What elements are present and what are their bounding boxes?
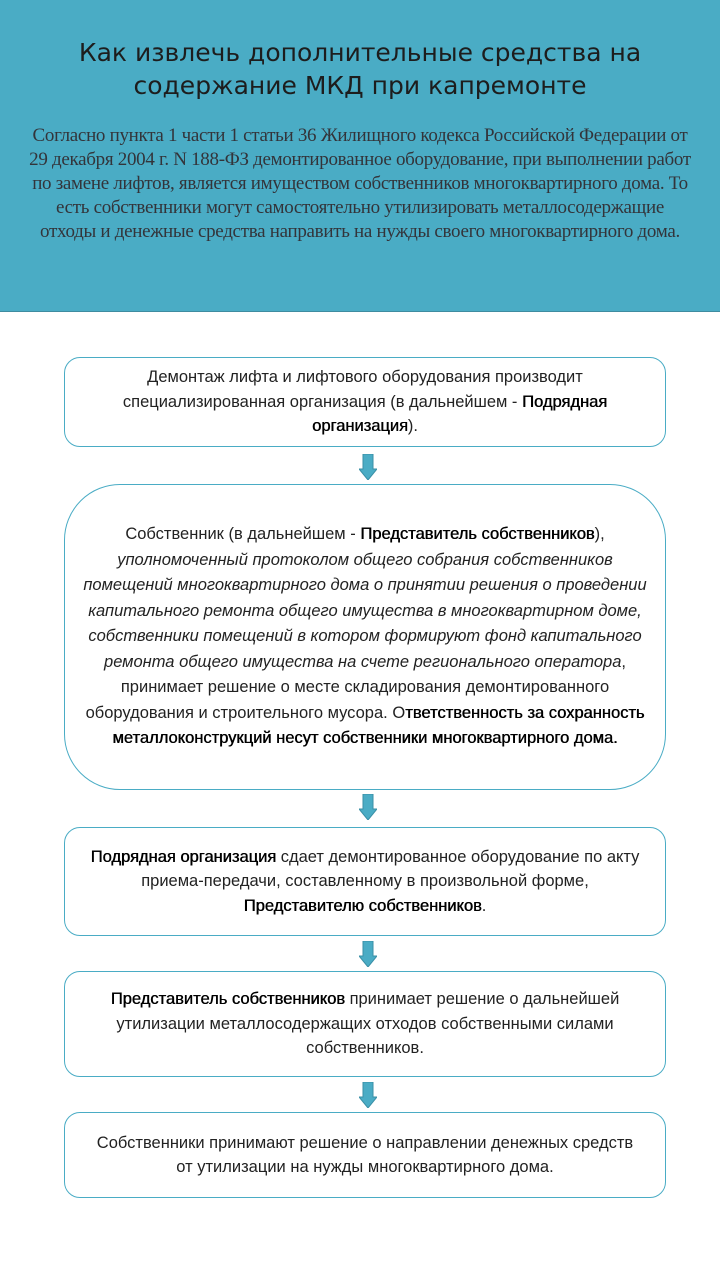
step-2-bold-1: Представитель собственников [360,525,595,544]
step-4-box [64,971,666,1077]
arrow-down-icon [359,1082,377,1108]
arrow-down-icon [359,794,377,820]
step-2-bold-2: тветственность за сохранность металлоконструкций несут собственники многоквартирного дома. [112,703,645,748]
header-description: Согласно пункта 1 части 1 статьи 36 Жилищного кодекса Российской Федерации от 29 декабря 2004 г. N 188-ФЗ демонтированное оборудование, при выполнении работ по замене лифтов, является имуществом собственников многоквартирного дома. То есть собственники могут самостоятельно утилизировать металлосодержащие отходы и денежные средства направить на нужды своего многоквартирного дома. [29,125,691,242]
step-1-box [64,357,666,447]
step-2-text-2: ), [594,525,605,544]
step-5-text-1: Собственники принимают решение о направлении денежных средств от утилизации на нужды многоквартирного дома. [96,1133,634,1176]
step-3-box [64,827,666,936]
arrow-down-icon [359,454,377,480]
step-1-text-1: Демонтаж лифта и лифтового оборудования производит специализированная организация (в дальнейшем - [122,368,583,411]
header-banner [0,0,720,312]
step-3-text-1: сдает демонтированное оборудование по акту приема-передачи, составленному в произвольной форме, [141,847,640,891]
page-title: Как извлечь дополнительные средства на содержание МКД при капремонте [78,38,642,100]
step-4-text-1: принимает решение о дальнейшей утилизации металлосодержащих отходов собственными силами собственников. [116,990,620,1058]
arrow-down-icon [359,941,377,967]
step-2-italic-1: уполномоченный протоколом общего собрания собственников помещений многоквартирного дома о принятии решения о проведении капитального ремонта общего имущества в многоквартирном доме, собственники помещений в котором формируют фонд капитального ремонта общего имущества на счете регионального оператора [83,550,647,671]
step-1-text-2: ). [407,417,418,436]
step-2-box [64,484,666,790]
step-5-box [64,1112,666,1198]
step-3-bold-2: Представителю собственников [243,896,482,915]
step-1-bold-1: Подрядная организация [312,392,608,436]
step-3-bold-1: Подрядная организация [90,847,277,866]
step-2-text-3: , принимает решение о месте складирования демонтированного оборудования и строительного мусора. О [85,652,626,722]
step-2-text-1: Собственник (в дальнейшем - [125,525,361,544]
step-3-text-2: . [481,896,487,915]
step-4-bold-1: Представитель собственников [110,990,345,1009]
